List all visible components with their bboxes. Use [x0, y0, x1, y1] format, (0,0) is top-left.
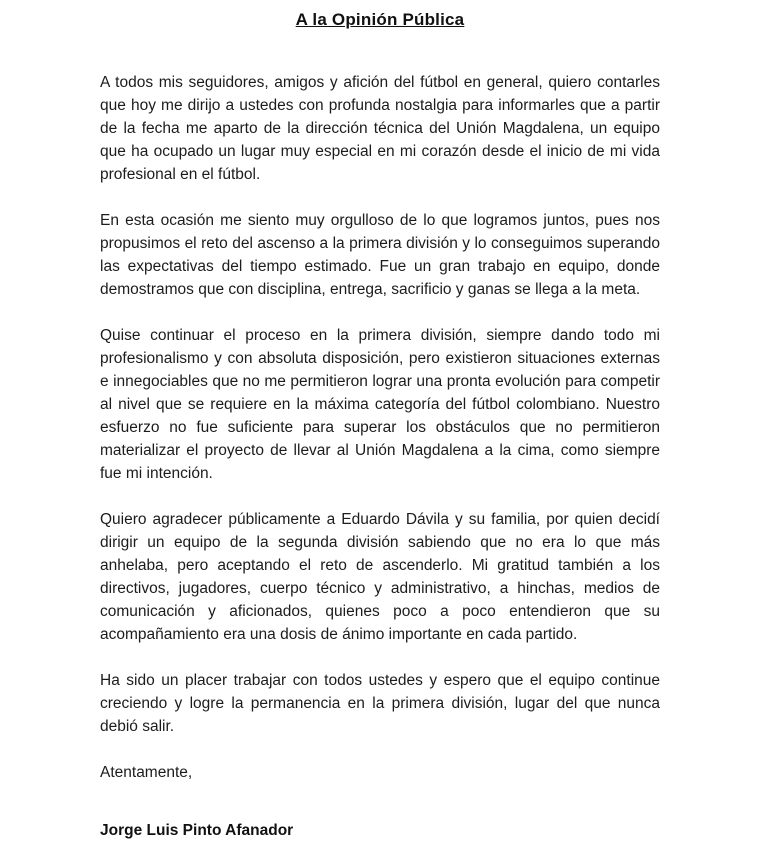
letter-paragraph-1: A todos mis seguidores, amigos y afición del fútbol en general, quiero contarles que hoy me dirijo a ustedes con profunda nostalgia para informarles que a partir de la fecha me aparto de la dirección técnica del Unión Magdalena, un equipo que ha ocupado un lugar muy especial en mi corazón desde el inicio de mi vida profesional en el fútbol. [100, 74, 660, 183]
letter-paragraph-2: En esta ocasión me siento muy orgulloso de lo que logramos juntos, pues nos propusimos el reto del ascenso a la primera división y lo conseguimos superando las expectativas del tiempo estimado. Fue un gran trabajo en equipo, donde demostramos que con disciplina, entrega, sacrificio y ganas se llega a la meta. [100, 212, 660, 298]
letter-closing: Atentamente, [100, 764, 193, 781]
letter-title: A la Opinión Pública [295, 10, 465, 29]
letter-body [100, 71, 660, 738]
letter-paragraph-3: Quise continuar el proceso en la primera división, siempre dando todo mi profesionalismo y con absoluta disposición, pero existieron situaciones externas e innegociables que no me permitieron lograr una pronta evolución para competir al nivel que se requiere en la máxima categoría del fútbol colombiano. Nuestro esfuerzo no fue suficiente para superar los obstáculos que no permitieron materializar el proyecto de llevar al Unión Magdalena a la cima, como siempre fue mi intención. [100, 327, 660, 482]
letter-paragraph-4: Quiero agradecer públicamente a Eduardo Dávila y su familia, por quien decidí dirigir un equipo de la segunda división sabiendo que no era lo que más anhelaba, pero aceptando el reto de ascenderlo. Mi gratitud también a los directivos, jugadores, cuerpo técnico y administrativo, a hinchas, medios de comunicación y aficionados, quienes poco a poco entendieron que su acompañamiento era una dosis de ánimo importante en cada partido. [100, 511, 660, 643]
letter-paragraph-5: Ha sido un placer trabajar con todos ustedes y espero que el equipo continue creciendo y logre la permanencia en la primera división, lugar del que nunca debió salir. [100, 672, 660, 735]
letter-signature: Jorge Luis Pinto Afanador [100, 822, 294, 839]
